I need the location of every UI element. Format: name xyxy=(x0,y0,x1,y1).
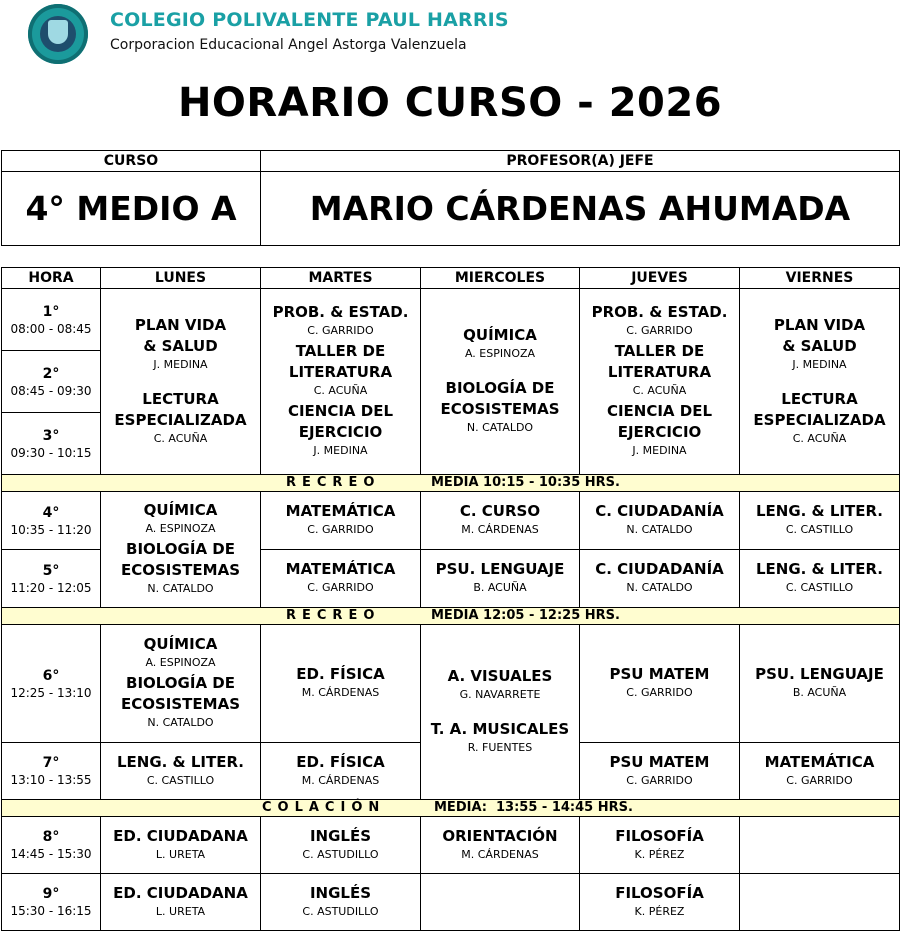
teacher: C. ACUÑA xyxy=(792,431,847,445)
subject: PLAN VIDA xyxy=(773,315,866,334)
class-cell xyxy=(261,550,421,608)
break-row xyxy=(2,608,900,625)
class-cell xyxy=(101,625,261,743)
subject: & SALUD xyxy=(143,336,218,355)
subject: ECOSISTEMAS xyxy=(440,400,560,418)
class-cell xyxy=(261,743,421,800)
teacher: C. CASTILLO xyxy=(785,581,854,594)
subject: C. CIUDADANÍA xyxy=(595,502,724,520)
class-cell xyxy=(261,492,421,550)
shield-icon xyxy=(48,20,68,44)
subject: ED. FÍSICA xyxy=(296,752,385,771)
teacher: G. NAVARRETE xyxy=(459,688,541,701)
subject: A. VISUALES xyxy=(447,667,553,685)
teacher: C. GARRIDO xyxy=(786,773,853,787)
teacher: B. ACUÑA xyxy=(792,686,847,699)
header-viernes: VIERNES xyxy=(740,268,900,289)
subject: ESPECIALIZADA xyxy=(753,410,886,429)
hour-cell xyxy=(2,289,101,351)
profesor-value: MARIO CÁRDENAS AHUMADA xyxy=(261,172,900,246)
class-cell xyxy=(101,289,261,475)
break-row xyxy=(2,800,900,817)
hour-cell xyxy=(2,817,101,874)
teacher: A. ESPINOZA xyxy=(145,656,216,669)
empty-cell xyxy=(740,874,900,931)
class-cell xyxy=(261,289,421,475)
subject: FILOSOFÍA xyxy=(615,826,704,845)
class-cell xyxy=(740,550,900,608)
subject: QUÍMICA xyxy=(143,635,218,653)
break-row xyxy=(2,475,900,492)
teacher: M. CÁRDENAS xyxy=(461,847,539,861)
hour-cell xyxy=(2,625,101,743)
subject: ED. FÍSICA xyxy=(296,665,385,683)
break-label: RECREO xyxy=(286,475,381,490)
hour-cell xyxy=(2,550,101,608)
class-cell xyxy=(101,874,261,931)
hour-time: 10:35 - 11:20 xyxy=(10,522,92,537)
course-info-table xyxy=(1,150,900,246)
subject: LENG. & LITER. xyxy=(755,502,884,520)
page-title: HORARIO CURSO - 2026 xyxy=(177,80,723,126)
break-time: MEDIA: 13:55 - 14:45 HRS. xyxy=(434,800,633,815)
subject: LECTURA xyxy=(142,389,219,408)
class-cell xyxy=(101,492,261,608)
hour-cell xyxy=(2,413,101,475)
teacher: C. ACUÑA xyxy=(632,384,687,397)
subject: PSU MATEM xyxy=(609,752,710,771)
subject: MATEMÁTICA xyxy=(285,502,396,520)
subject: C. CURSO xyxy=(459,502,541,520)
break-time: MEDIA 10:15 - 10:35 HRS. xyxy=(431,475,620,490)
class-cell xyxy=(421,492,580,550)
hour-number: 4° xyxy=(42,504,60,521)
teacher: C. ASTUDILLO xyxy=(302,904,379,918)
hour-number: 6° xyxy=(42,667,60,684)
subject: PROB. & ESTAD. xyxy=(591,303,728,321)
subject: ECOSISTEMAS xyxy=(120,695,240,713)
subject: LENG. & LITER. xyxy=(755,560,884,578)
empty-cell xyxy=(421,874,580,931)
class-cell xyxy=(421,817,580,874)
hour-time: 08:00 - 08:45 xyxy=(10,321,92,336)
hour-time: 09:30 - 10:15 xyxy=(10,445,92,460)
teacher: A. ESPINOZA xyxy=(145,522,216,535)
subject: FILOSOFÍA xyxy=(615,883,704,902)
subject: INGLÉS xyxy=(309,826,372,845)
teacher: C. GARRIDO xyxy=(307,324,374,337)
subject: CIENCIA DEL xyxy=(287,402,394,420)
subject: PROB. & ESTAD. xyxy=(272,303,409,321)
hour-time: 12:25 - 13:10 xyxy=(10,685,92,700)
teacher: A. ESPINOZA xyxy=(464,347,536,360)
class-cell xyxy=(580,492,740,550)
teacher: C. GARRIDO xyxy=(626,686,693,699)
header-lunes: LUNES xyxy=(101,268,261,289)
subject: EJERCICIO xyxy=(617,423,702,441)
teacher: C. GARRIDO xyxy=(626,773,693,787)
subject: MATEMÁTICA xyxy=(285,560,396,578)
teacher: C. CASTILLO xyxy=(785,523,854,536)
teacher: R. FUENTES xyxy=(467,741,533,754)
hour-time: 08:45 - 09:30 xyxy=(10,383,92,398)
teacher: N. CATALDO xyxy=(626,523,693,536)
hour-number: 8° xyxy=(42,829,60,845)
subject: ESPECIALIZADA xyxy=(114,410,247,429)
subject: BIOLOGÍA DE xyxy=(126,674,235,692)
teacher: J. MEDINA xyxy=(153,357,208,371)
header-martes: MARTES xyxy=(261,268,421,289)
class-cell xyxy=(580,550,740,608)
teacher: C. ACUÑA xyxy=(153,431,208,445)
subject: MATEMÁTICA xyxy=(764,752,875,771)
break-label: RECREO xyxy=(286,608,381,623)
subject: PSU. LENGUAJE xyxy=(755,665,884,683)
curso-label: CURSO xyxy=(2,151,261,172)
hour-time: 11:20 - 12:05 xyxy=(10,580,92,595)
hour-number: 2° xyxy=(42,365,60,382)
teacher: N. CATALDO xyxy=(626,581,693,594)
subject: LENG. & LITER. xyxy=(116,752,245,771)
teacher: M. CÁRDENAS xyxy=(461,523,539,536)
subject: ECOSISTEMAS xyxy=(120,561,240,579)
teacher: C. GARRIDO xyxy=(307,523,374,536)
teacher: L. URETA xyxy=(155,847,206,861)
class-cell xyxy=(740,492,900,550)
teacher: C. ASTUDILLO xyxy=(302,847,379,861)
empty-cell xyxy=(740,817,900,874)
subject: LITERATURA xyxy=(288,363,393,381)
subject: QUÍMICA xyxy=(143,501,218,519)
teacher: L. URETA xyxy=(155,904,206,918)
teacher: B. ACUÑA xyxy=(473,581,527,594)
header-hora: HORA xyxy=(2,268,101,289)
hour-cell xyxy=(2,492,101,550)
class-cell xyxy=(261,817,421,874)
subject: ED. CIUDADANA xyxy=(113,883,248,902)
class-cell xyxy=(421,625,580,800)
class-cell xyxy=(740,289,900,475)
school-subtitle: Corporacion Educacional Angel Astorga Valenzuela xyxy=(110,37,467,53)
class-cell xyxy=(421,289,580,475)
teacher: J. MEDINA xyxy=(313,444,368,457)
header-jueves: JUEVES xyxy=(580,268,740,289)
teacher: N. CATALDO xyxy=(147,716,214,729)
hour-number: 5° xyxy=(42,562,60,579)
teacher: M. CÁRDENAS xyxy=(301,686,380,699)
header-miercoles: MIERCOLES xyxy=(421,268,580,289)
school-name: COLEGIO POLIVALENTE PAUL HARRIS xyxy=(110,9,509,31)
subject: PSU. LENGUAJE xyxy=(435,560,565,578)
subject: ORIENTACIÓN xyxy=(442,826,558,845)
teacher: K. PÉREZ xyxy=(634,904,685,918)
subject: PLAN VIDA xyxy=(134,315,227,334)
subject: LITERATURA xyxy=(607,363,712,381)
schedule-table xyxy=(1,267,900,931)
class-cell xyxy=(421,550,580,608)
teacher: K. PÉREZ xyxy=(634,847,685,861)
school-logo xyxy=(28,4,88,64)
teacher: J. MEDINA xyxy=(632,444,687,457)
teacher: C. GARRIDO xyxy=(626,324,693,337)
class-cell xyxy=(580,625,740,743)
break-label: COLACIÓN xyxy=(262,800,386,815)
hour-number: 9° xyxy=(42,886,60,902)
hour-time: 14:45 - 15:30 xyxy=(10,847,92,861)
teacher: C. CASTILLO xyxy=(146,773,215,787)
teacher: C. GARRIDO xyxy=(307,581,374,594)
hour-cell xyxy=(2,874,101,931)
hour-number: 1° xyxy=(42,303,60,320)
class-cell xyxy=(261,874,421,931)
subject: C. CIUDADANÍA xyxy=(595,560,724,578)
teacher: C. ACUÑA xyxy=(313,384,368,397)
teacher: N. CATALDO xyxy=(466,421,534,434)
hour-number: 7° xyxy=(42,755,60,771)
teacher: M. CÁRDENAS xyxy=(301,773,380,787)
hour-number: 3° xyxy=(42,427,60,444)
curso-value: 4° MEDIO A xyxy=(2,172,261,246)
subject: INGLÉS xyxy=(309,883,372,902)
subject: PSU MATEM xyxy=(609,665,710,683)
subject: BIOLOGÍA DE xyxy=(126,540,235,558)
class-cell xyxy=(101,743,261,800)
hour-time: 15:30 - 16:15 xyxy=(10,904,92,918)
subject: CIENCIA DEL xyxy=(606,402,713,420)
class-cell xyxy=(580,743,740,800)
subject: LECTURA xyxy=(781,389,858,408)
teacher: J. MEDINA xyxy=(792,357,847,371)
subject: BIOLOGÍA DE xyxy=(445,379,555,397)
profesor-label: PROFESOR(A) JEFE xyxy=(261,151,900,172)
subject: T. A. MUSICALES xyxy=(430,720,570,738)
class-cell xyxy=(580,874,740,931)
subject: TALLER DE xyxy=(614,342,705,360)
teacher: N. CATALDO xyxy=(147,582,214,595)
hour-time: 13:10 - 13:55 xyxy=(10,773,92,787)
hour-cell xyxy=(2,351,101,413)
subject: & SALUD xyxy=(782,336,857,355)
class-cell xyxy=(740,625,900,743)
class-cell xyxy=(580,817,740,874)
subject: QUÍMICA xyxy=(463,326,537,344)
break-time: MEDIA 12:05 - 12:25 HRS. xyxy=(431,608,620,623)
subject: TALLER DE xyxy=(295,342,386,360)
class-cell xyxy=(101,817,261,874)
subject: ED. CIUDADANA xyxy=(113,826,248,845)
class-cell xyxy=(580,289,740,475)
day-header-row xyxy=(2,268,900,289)
hour-cell xyxy=(2,743,101,800)
subject: EJERCICIO xyxy=(298,423,383,441)
class-cell xyxy=(740,743,900,800)
class-cell xyxy=(261,625,421,743)
